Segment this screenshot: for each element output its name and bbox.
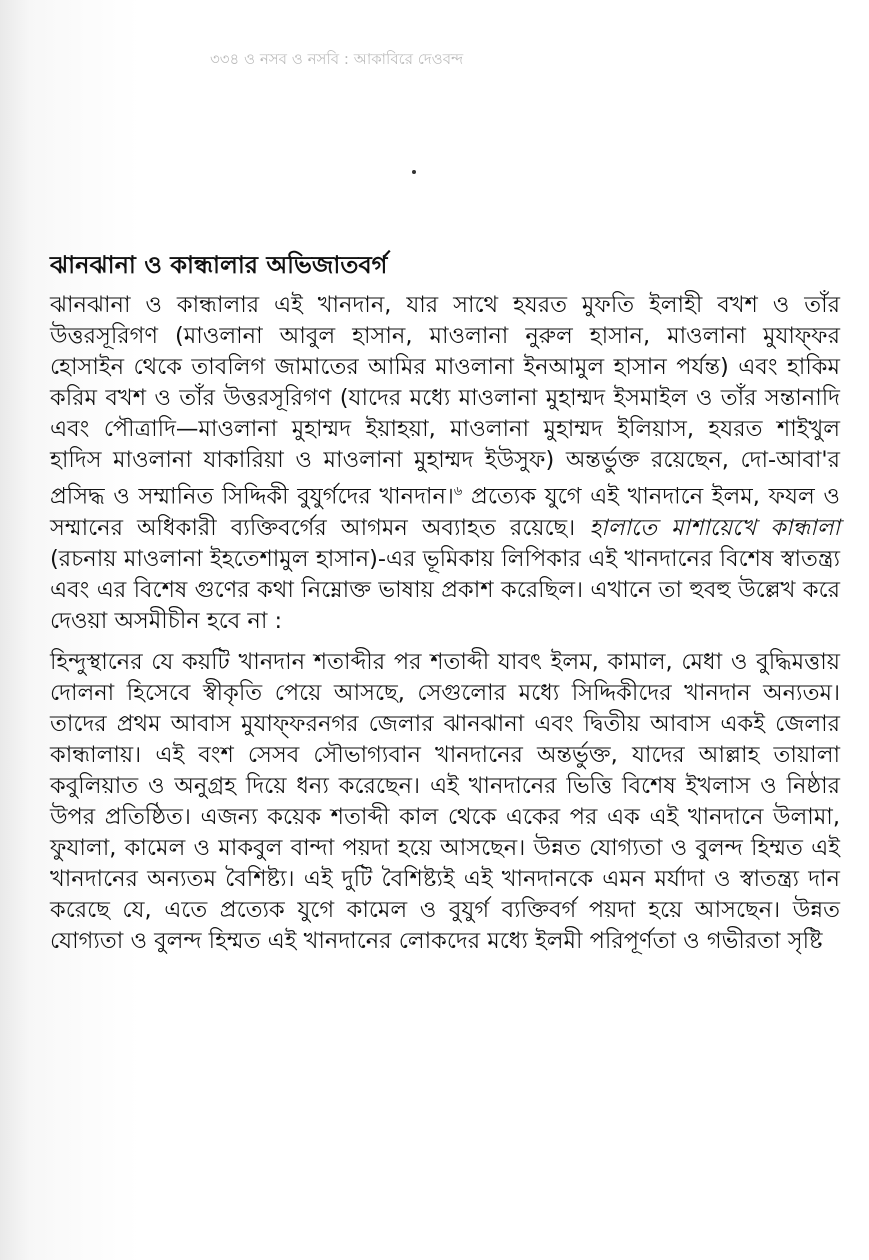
body-paragraph: [50, 290, 840, 637]
para1-part-a: ঝানঝানা ও কান্ধালার এই খানদান, যার সাথে হযরত মুফতি ইলাহী বখশ ও তাঁর উত্তরসূরিগণ (মাওলানা আবুল হাসান, মাওলানা নুরুল হাসান, মাওলানা মুযাফ্‌ফর হোসাইন থেকে তাবলিগ জামাতের আমির মাওলানা ইনআমুল হাসান পর্যন্ত) এবং হাকিম করিম বখশ ও তাঁর উত্তরসূরিগণ (যাদের মধ্যে মাওলানা মুহাম্মদ ইসমাইল ও তাঁর সন্তানাদি এবং পৌত্রাদি—মাওলানা মুহাম্মদ ইয়াহয়া, মাওলানা মুহাম্মদ ইলিয়াস, হযরত শাইখুল হাদিস মাওলানা যাকারিয়া ও মাওলানা মুহাম্মদ ইউসুফ) অন্তর্ভুক্ত রয়েছেন, দো-আবা'র প্রসিদ্ধ ও সম্মানিত সিদ্দিকী বুযুর্গদের খানদান।: [50, 292, 840, 510]
book-title: হালাতে মাশায়েখে কান্ধালা: [589, 514, 840, 541]
main-text: [50, 250, 840, 957]
section-heading: ঝানঝানা ও কান্ধালার অভিজাতবর্গ: [50, 251, 388, 279]
running-header: ৩৩৪ ও নসব ও নসবি : আকাবিরে দেওবন্দ: [210, 50, 464, 68]
para1-part-b: প্রত্যেক যুগে এই খানদানে ইলম, ফযল ও সম্মানের অধিকারী ব্যক্তিবর্গের আগমন অব্যাহত রয়েছে।: [50, 483, 840, 541]
show-through-area: [40, 40, 840, 250]
quoted-paragraph: হিন্দুস্থানের যে কয়টি খানদান শতাব্দীর পর শতাব্দী যাবৎ ইলম, কামাল, মেধা ও বুদ্ধিমত্তায় দোলনা হিসেবে স্বীকৃতি পেয়ে আসছে, সেগুলোর মধ্যে সিদ্দিকীদের খানদান অন্যতম। তাদের প্রথম আবাস মুযাফ্‌ফরনগর জেলার ঝানঝানা এবং দ্বিতীয় আবাস একই জেলার কান্ধালায়। এই বংশ সেসব সৌভাগ্যবান খানদানের অন্তর্ভুক্ত, যাদের আল্লাহ তায়ালা কবুলিয়াত ও অনুগ্রহ দিয়ে ধন্য করেছেন। এই খানদানের ভিত্তি বিশেষ ইখলাস ও নিষ্ঠার উপর প্রতিষ্ঠিত। এজন্য কয়েক শতাব্দী কাল থেকে একের পর এক এই খানদানে উলামা, ফুযালা, কামেল ও মাকবুল বান্দা পয়দা হয়ে আসছেন। উন্নত যোগ্যতা ও বুলন্দ হিম্মত এই খানদানের অন্যতম বৈশিষ্ট্য। এই দুটি বৈশিষ্ট্যই এই খানদানকে এমন মর্যাদা ও স্বাতন্ত্র্য দান করেছে যে, এতে প্রত্যেক যুগে কামেল ও বুযুর্গ ব্যক্তিবর্গ পয়দা হয়ে আসছেন। উন্নত যোগ্যতা ও বুলন্দ হিম্মত এই খানদানের লোকদের মধ্যে ইলমী পরিপূর্ণতা ও গভীরতা সৃষ্টি: [50, 648, 840, 954]
ink-dot: [412, 170, 416, 174]
para1-part-c: (রচনায় মাওলানা ইহতেশামুল হাসান)-এর ভূমিকায় লিপিকার এই খানদানের বিশেষ স্বাতন্ত্র্য এবং এর বিশেষ গুণের কথা নিম্নোক্ত ভাষায় প্রকাশ করেছিল। এখানে তা হুবহু উল্লেখ করে দেওয়া অসমীচীন হবে না :: [50, 545, 840, 634]
footnote-marker[interactable]: ৬: [453, 484, 463, 499]
